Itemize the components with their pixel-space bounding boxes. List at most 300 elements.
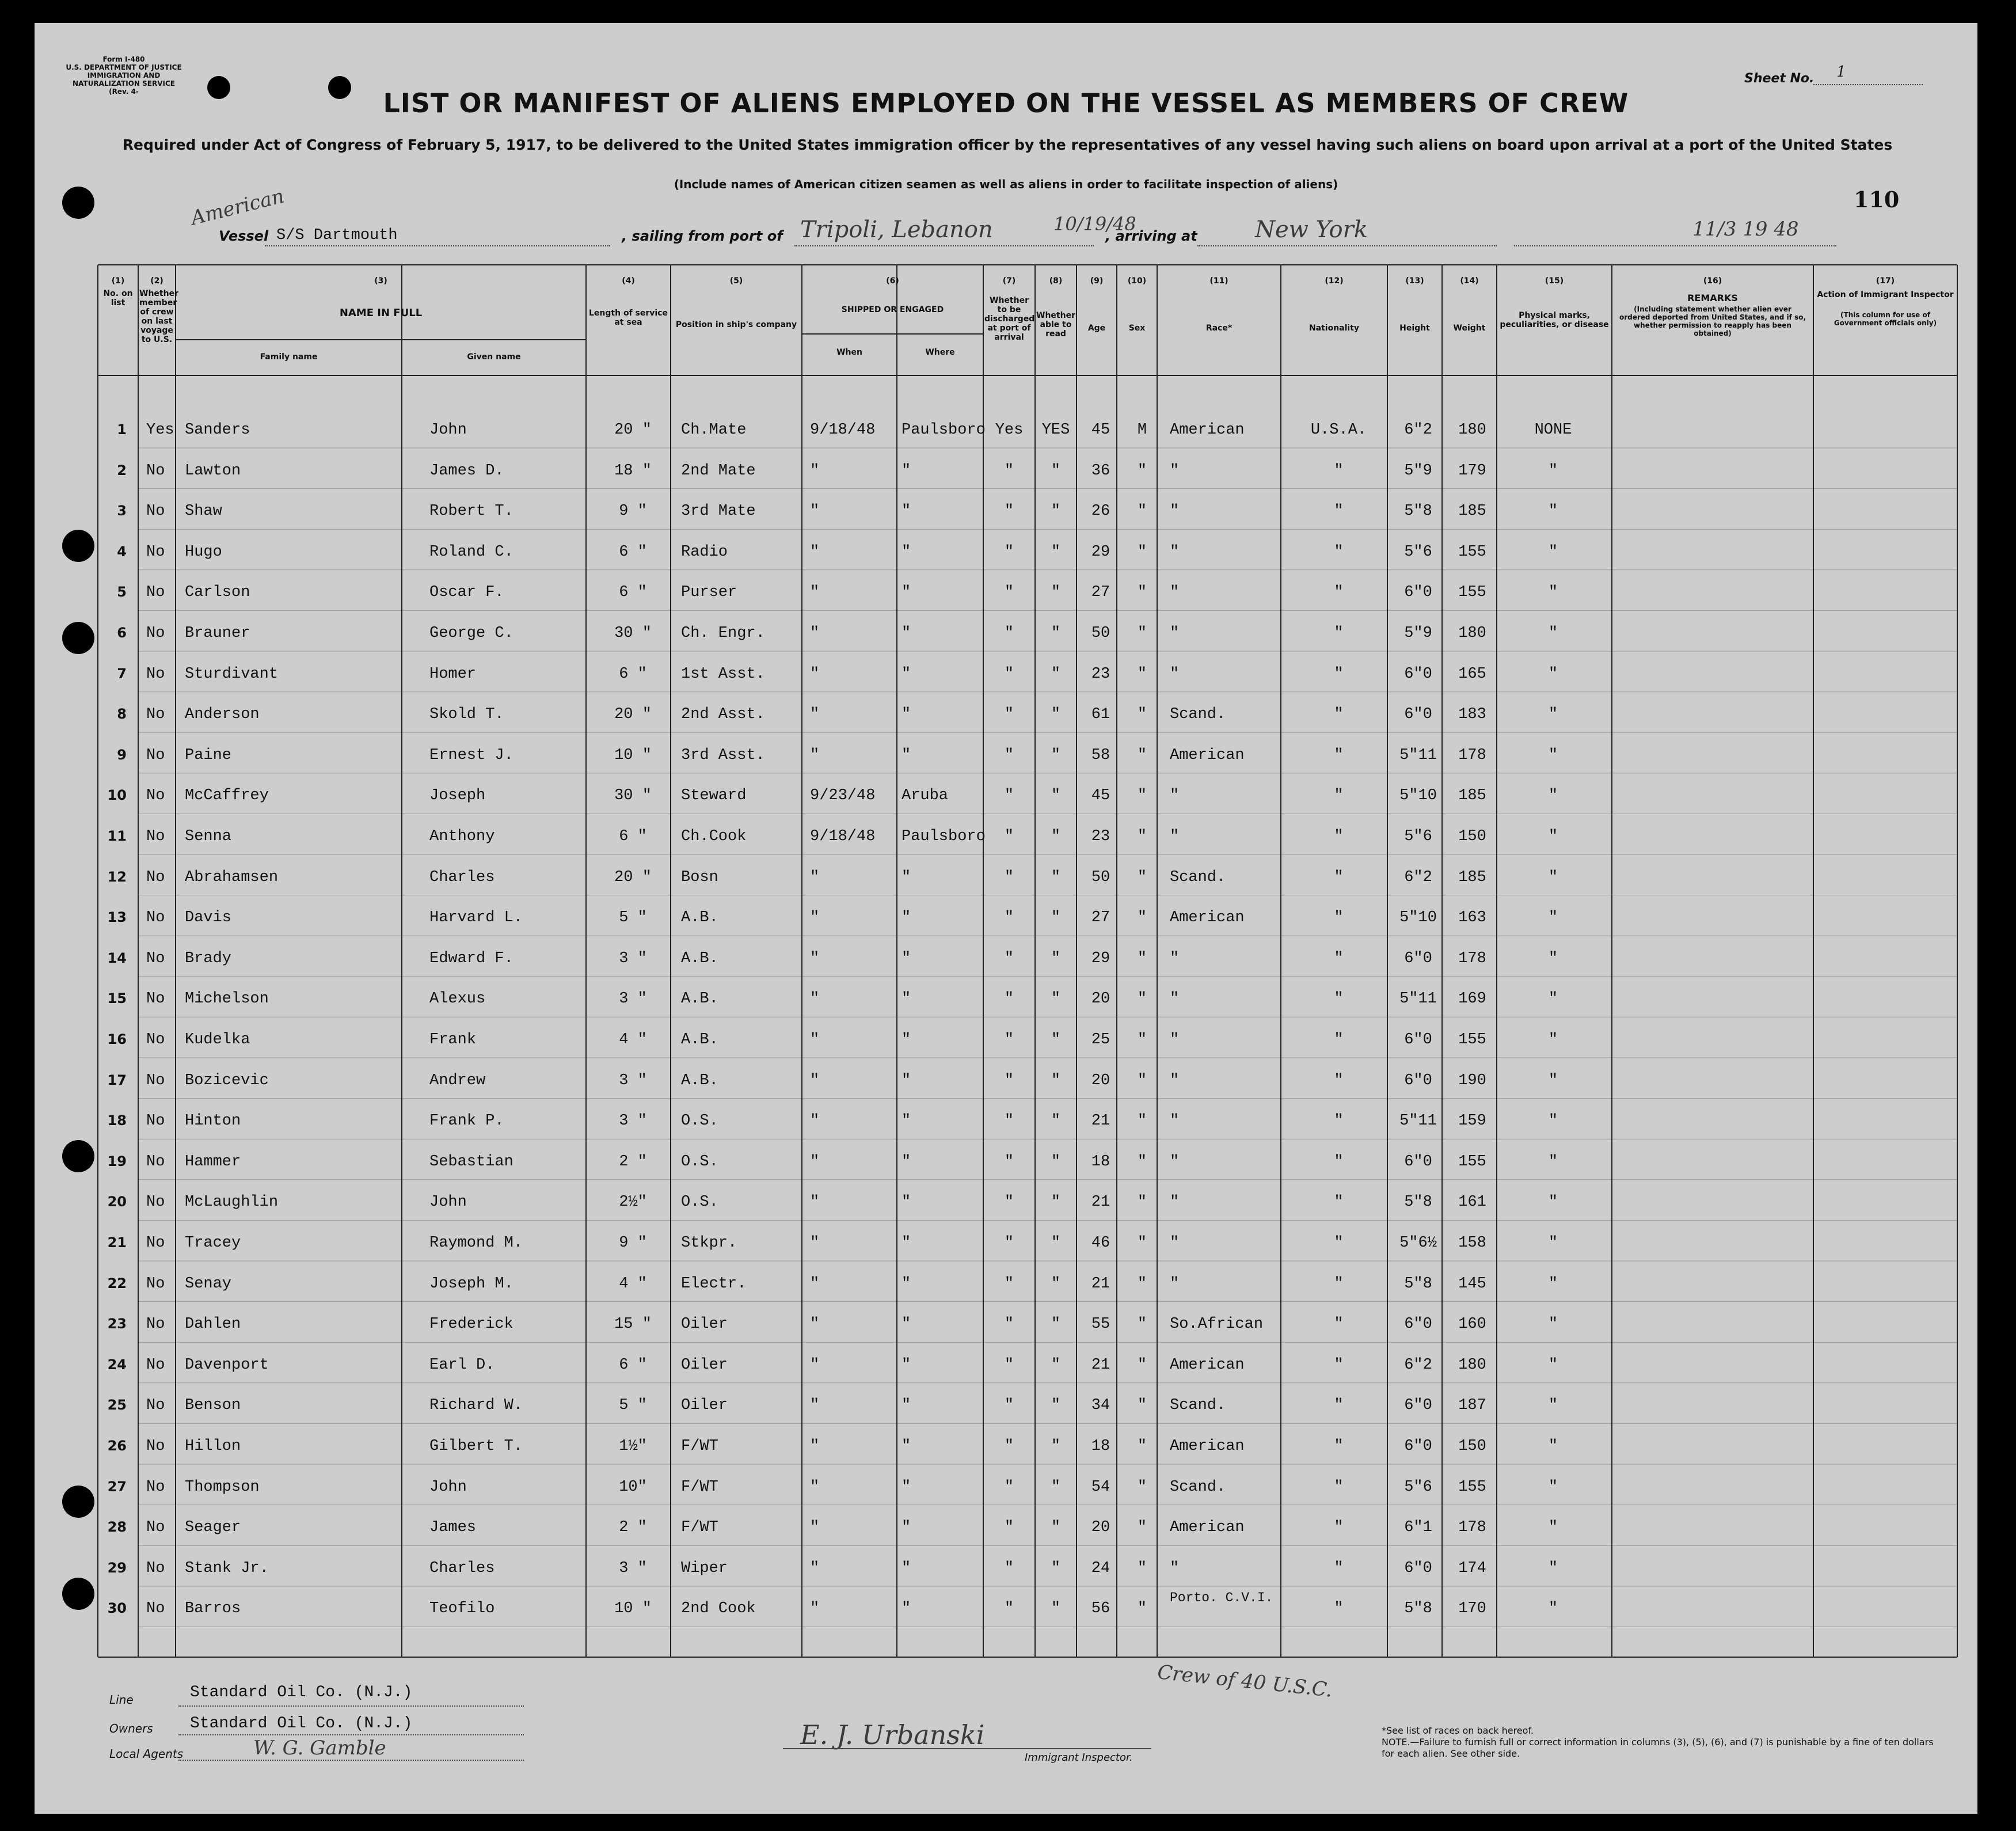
- cell-position: O.S.: [681, 1153, 718, 1171]
- cell-weight: 185: [1458, 787, 1486, 805]
- cell-age: 56: [1091, 1600, 1110, 1618]
- cell-able-to-read: ": [1051, 1112, 1061, 1130]
- cell-able-to-read: ": [1051, 1194, 1061, 1211]
- cell-physical-marks: ": [1548, 584, 1558, 602]
- requirement-text: Required under Act of Congress of February 5, 1917, to be delivered to the United States immigration officer by the representatives of any vessel having such aliens on board upon arrival at a port of the United States: [122, 136, 1893, 153]
- include-note: (Include names of American citizen seamen as well as aliens in order to facilitate inspection of aliens): [674, 177, 1338, 191]
- cell-given-name: Oscar F.: [429, 584, 504, 602]
- cell-race: ": [1170, 828, 1180, 845]
- arrival-port: New York: [1255, 216, 1368, 243]
- cell-service-length: 6 ": [619, 543, 647, 561]
- sailing-date: 10/19/48: [1053, 213, 1136, 235]
- cell-able-to-read: ": [1051, 1600, 1061, 1618]
- cell-weight: 178: [1458, 1519, 1486, 1537]
- cell-age: 23: [1091, 828, 1110, 845]
- cell-race: ": [1170, 1112, 1180, 1130]
- cell-shipped-where: ": [902, 584, 911, 602]
- cell-service-length: 15 ": [614, 1316, 652, 1334]
- col-header-weight: Weight: [1453, 324, 1486, 333]
- cell-shipped-where: ": [902, 1153, 911, 1171]
- cell-position: Oiler: [681, 1356, 728, 1374]
- cell-nationality: ": [1334, 1112, 1344, 1130]
- cell-service-length: 4 ": [619, 1275, 647, 1293]
- cell-age: 20: [1091, 990, 1110, 1008]
- arrival-date: 11/3 19 48: [1692, 218, 1799, 241]
- cell-weight: 170: [1458, 1600, 1486, 1618]
- cell-sex: ": [1137, 665, 1147, 683]
- cell-shipped-when: ": [810, 706, 820, 724]
- cell-height: 5"8: [1404, 1600, 1432, 1618]
- cell-weight: 185: [1458, 503, 1486, 521]
- cell-given-name: Skold T.: [429, 706, 504, 724]
- cell-shipped-when: ": [810, 1194, 820, 1211]
- cell-race: ": [1170, 1275, 1180, 1293]
- cell-family-name: Shaw: [185, 503, 222, 521]
- cell-shipped-when: ": [810, 1519, 820, 1537]
- cell-nationality: ": [1334, 1397, 1344, 1415]
- cell-service-length: 3 ": [619, 1072, 647, 1089]
- cell-discharged: ": [1004, 1275, 1014, 1293]
- cell-given-name: John: [429, 1478, 467, 1496]
- cell-height: 6"0: [1404, 1153, 1432, 1171]
- cell-height: 5"6½: [1399, 1234, 1437, 1252]
- cell-shipped-when: ": [810, 868, 820, 886]
- cell-able-to-read: ": [1051, 625, 1061, 642]
- cell-able-to-read: ": [1051, 828, 1061, 845]
- cell-family-name: Brauner: [185, 625, 250, 642]
- cell-able-to-read: ": [1051, 1559, 1061, 1577]
- cell-age: 18: [1091, 1438, 1110, 1455]
- cell-discharged: ": [1004, 665, 1014, 683]
- cell-sex: ": [1137, 1072, 1147, 1089]
- cell-age: 45: [1091, 787, 1110, 805]
- line-label: Line: [109, 1693, 134, 1707]
- cell-last-voyage: No: [146, 1072, 165, 1089]
- cell-race: American: [1170, 421, 1245, 439]
- cell-age: 54: [1091, 1478, 1110, 1496]
- sheet-number-label: Sheet No.: [1744, 71, 1815, 86]
- cell-family-name: Sturdivant: [185, 665, 279, 683]
- cell-last-voyage: No: [146, 787, 165, 805]
- cell-service-length: 20 ": [614, 868, 652, 886]
- cell-height: 6"0: [1404, 665, 1432, 683]
- col-number: (12): [1325, 276, 1344, 286]
- cell-row-number: 7: [117, 665, 127, 682]
- cell-given-name: John: [429, 421, 467, 439]
- cell-given-name: Gilbert T.: [429, 1438, 523, 1455]
- cell-shipped-when: ": [810, 1112, 820, 1130]
- cell-nationality: ": [1334, 1153, 1344, 1171]
- cell-service-length: 2 ": [619, 1153, 647, 1171]
- cell-weight: 185: [1458, 868, 1486, 886]
- cell-row-number: 1: [117, 421, 127, 438]
- cell-height: 6"0: [1404, 949, 1432, 967]
- cell-family-name: Hugo: [185, 543, 222, 561]
- col-header-able-to-read: Whether able to read: [1036, 311, 1075, 339]
- cell-shipped-when: 9/23/48: [810, 787, 876, 805]
- cell-physical-marks: ": [1548, 625, 1558, 642]
- cell-shipped-where: ": [902, 949, 911, 967]
- cell-height: 6"0: [1404, 1397, 1432, 1415]
- cell-shipped-where: ": [902, 746, 911, 764]
- cell-service-length: 18 ": [614, 462, 652, 480]
- cell-row-number: 9: [117, 746, 127, 763]
- cell-race: ": [1170, 543, 1180, 561]
- cell-able-to-read: ": [1051, 1234, 1061, 1252]
- cell-discharged: ": [1004, 1397, 1014, 1415]
- cell-given-name: Alexus: [429, 990, 486, 1008]
- cell-family-name: Michelson: [185, 990, 269, 1008]
- cell-shipped-where: ": [902, 503, 911, 521]
- cell-sex: ": [1137, 1478, 1147, 1496]
- cell-shipped-where: ": [902, 868, 911, 886]
- cell-weight: 174: [1458, 1559, 1486, 1577]
- cell-physical-marks: ": [1548, 828, 1558, 845]
- cell-family-name: Bozicevic: [185, 1072, 269, 1089]
- cell-given-name: Ernest J.: [429, 746, 513, 764]
- cell-position: 3rd Mate: [681, 503, 756, 521]
- cell-race: ": [1170, 462, 1180, 480]
- cell-shipped-where: ": [902, 1438, 911, 1455]
- cell-family-name: Dahlen: [185, 1316, 241, 1334]
- cell-height: 6"0: [1404, 706, 1432, 724]
- cell-age: 50: [1091, 625, 1110, 642]
- col-header-remarks-note: (Including statement whether alien ever ordered deported from United States, and if so, whether permission to reapply has been obtained): [1619, 305, 1806, 337]
- cell-physical-marks: ": [1548, 1031, 1558, 1049]
- cell-discharged: ": [1004, 1194, 1014, 1211]
- cell-service-length: 6 ": [619, 665, 647, 683]
- cell-age: 29: [1091, 543, 1110, 561]
- cell-position: Oiler: [681, 1397, 728, 1415]
- cell-family-name: Thompson: [185, 1478, 260, 1496]
- cell-discharged: ": [1004, 746, 1014, 764]
- cell-family-name: Seager: [185, 1519, 241, 1537]
- cell-shipped-when: ": [810, 665, 820, 683]
- cell-last-voyage: No: [146, 1478, 165, 1496]
- cell-position: F/WT: [681, 1478, 718, 1496]
- cell-able-to-read: ": [1051, 787, 1061, 805]
- cell-nationality: ": [1334, 1234, 1344, 1252]
- cell-race: ": [1170, 1559, 1180, 1577]
- col-header-shipped-engaged: SHIPPED OR ENGAGED: [841, 305, 944, 314]
- cell-shipped-when: ": [810, 462, 820, 480]
- cell-race: ": [1170, 665, 1180, 683]
- cell-nationality: ": [1334, 949, 1344, 967]
- col-header-nationality: Nationality: [1309, 324, 1360, 333]
- col-header-immigrant-inspector: Action of Immigrant Inspector: [1817, 290, 1954, 299]
- nationality-annotation: American: [188, 184, 287, 230]
- cell-row-number: 15: [107, 990, 127, 1007]
- cell-given-name: Edward F.: [429, 949, 513, 967]
- cell-discharged: ": [1004, 1356, 1014, 1374]
- cell-discharged: ": [1004, 1519, 1014, 1537]
- cell-race: ": [1170, 787, 1180, 805]
- cell-weight: 150: [1458, 828, 1486, 845]
- cell-shipped-when: ": [810, 1031, 820, 1049]
- cell-row-number: 24: [107, 1356, 127, 1373]
- cell-able-to-read: ": [1051, 1031, 1061, 1049]
- cell-sex: ": [1137, 949, 1147, 967]
- cell-nationality: ": [1334, 625, 1344, 642]
- cell-sex: ": [1137, 868, 1147, 886]
- cell-row-number: 13: [107, 909, 127, 926]
- cell-able-to-read: ": [1051, 503, 1061, 521]
- cell-last-voyage: No: [146, 828, 165, 845]
- cell-given-name: Sebastian: [429, 1153, 513, 1171]
- cell-discharged: ": [1004, 1072, 1014, 1089]
- cell-last-voyage: Yes: [146, 421, 174, 439]
- cell-nationality: ": [1334, 1031, 1344, 1049]
- cell-able-to-read: ": [1051, 543, 1061, 561]
- cell-nationality: ": [1334, 1438, 1344, 1455]
- cell-nationality: ": [1334, 1316, 1344, 1334]
- cell-height: 6"0: [1404, 584, 1432, 602]
- col-number: (9): [1090, 276, 1104, 286]
- cell-service-length: 30 ": [614, 787, 652, 805]
- cell-nationality: ": [1334, 909, 1344, 927]
- cell-service-length: 6 ": [619, 1356, 647, 1374]
- cell-discharged: ": [1004, 584, 1014, 602]
- cell-last-voyage: No: [146, 1031, 165, 1049]
- cell-weight: 150: [1458, 1438, 1486, 1455]
- cell-discharged: ": [1004, 1478, 1014, 1496]
- col-number: (13): [1405, 276, 1424, 286]
- cell-physical-marks: ": [1548, 1478, 1558, 1496]
- cell-last-voyage: No: [146, 909, 165, 927]
- cell-position: Radio: [681, 543, 728, 561]
- cell-able-to-read: ": [1051, 746, 1061, 764]
- cell-shipped-where: ": [902, 1194, 911, 1211]
- cell-row-number: 28: [107, 1519, 127, 1536]
- cell-physical-marks: ": [1548, 909, 1558, 927]
- cell-shipped-when: ": [810, 1397, 820, 1415]
- cell-shipped-where: ": [902, 706, 911, 724]
- cell-weight: 155: [1458, 1031, 1486, 1049]
- crew-count-annotation: Crew of 40 U.S.C.: [1156, 1661, 1334, 1702]
- cell-sex: ": [1137, 1234, 1147, 1252]
- cell-shipped-where: ": [902, 1559, 911, 1577]
- cell-shipped-where: ": [902, 1031, 911, 1049]
- cell-height: 5"11: [1399, 990, 1437, 1008]
- cell-height: 6"0: [1404, 1438, 1432, 1455]
- cell-family-name: Hillon: [185, 1438, 241, 1455]
- cell-row-number: 6: [117, 625, 127, 641]
- cell-row-number: 17: [107, 1072, 127, 1088]
- cell-given-name: Richard W.: [429, 1397, 523, 1415]
- cell-row-number: 30: [107, 1600, 127, 1617]
- cell-sex: ": [1137, 1153, 1147, 1171]
- cell-position: 2nd Cook: [681, 1600, 756, 1618]
- cell-able-to-read: ": [1051, 1478, 1061, 1496]
- cell-row-number: 23: [107, 1316, 127, 1332]
- local-agents-value: W. G. Gamble: [253, 1737, 386, 1760]
- cell-height: 5"10: [1399, 787, 1437, 805]
- col-header-when: When: [836, 348, 862, 357]
- cell-able-to-read: ": [1051, 1275, 1061, 1293]
- cell-weight: 145: [1458, 1275, 1486, 1293]
- cell-shipped-when: ": [810, 949, 820, 967]
- cell-shipped-when: ": [810, 1559, 820, 1577]
- cell-age: 45: [1091, 421, 1110, 439]
- cell-nationality: ": [1334, 1356, 1344, 1374]
- cell-nationality: ": [1334, 990, 1344, 1008]
- cell-service-length: 9 ": [619, 503, 647, 521]
- cell-given-name: Andrew: [429, 1072, 486, 1089]
- cell-discharged: ": [1004, 828, 1014, 845]
- cell-row-number: 2: [117, 462, 127, 478]
- cell-physical-marks: ": [1548, 949, 1558, 967]
- cell-row-number: 8: [117, 706, 127, 723]
- footer-note: *See list of races on back hereof. NOTE.—Failure to furnish full or correct information in columns (3), (5), (6), and (7) is punishable by a fine of ten dollars for each alien. See other side.: [1382, 1725, 1934, 1759]
- cell-family-name: Senna: [185, 828, 232, 845]
- cell-physical-marks: ": [1548, 665, 1558, 683]
- manifest-sheet: [35, 23, 1977, 1814]
- cell-physical-marks: ": [1548, 1559, 1558, 1577]
- cell-shipped-where: ": [902, 1275, 911, 1293]
- cell-nationality: ": [1334, 1478, 1344, 1496]
- cell-physical-marks: ": [1548, 1519, 1558, 1537]
- cell-height: 5"9: [1404, 462, 1432, 480]
- cell-physical-marks: NONE: [1534, 421, 1572, 439]
- inspector-label: Immigrant Inspector.: [1025, 1752, 1133, 1764]
- cell-race: American: [1170, 1356, 1245, 1374]
- col-number: (3): [374, 276, 387, 286]
- col-number: (4): [622, 276, 635, 286]
- cell-age: 24: [1091, 1559, 1110, 1577]
- cell-shipped-when: ": [810, 1316, 820, 1334]
- cell-age: 50: [1091, 868, 1110, 886]
- cell-row-number: 5: [117, 584, 127, 601]
- col-header-age: Age: [1087, 324, 1106, 333]
- cell-able-to-read: ": [1051, 1072, 1061, 1089]
- cell-service-length: 6 ": [619, 828, 647, 845]
- cell-sex: ": [1137, 990, 1147, 1008]
- col-header-given-name: Given name: [467, 352, 521, 362]
- col-number: (11): [1209, 276, 1228, 286]
- cell-able-to-read: ": [1051, 1397, 1061, 1415]
- cell-given-name: John: [429, 1194, 467, 1211]
- cell-height: 6"0: [1404, 1031, 1432, 1049]
- cell-able-to-read: ": [1051, 990, 1061, 1008]
- cell-discharged: Yes: [995, 421, 1024, 439]
- cell-race: ": [1170, 1153, 1180, 1171]
- cell-age: 25: [1091, 1031, 1110, 1049]
- cell-physical-marks: ": [1548, 706, 1558, 724]
- cell-age: 27: [1091, 584, 1110, 602]
- cell-physical-marks: ": [1548, 1112, 1558, 1130]
- cell-shipped-where: Paulsboro: [902, 828, 986, 845]
- cell-weight: 190: [1458, 1072, 1486, 1089]
- stamp-number: 110: [1854, 187, 1900, 212]
- cell-discharged: ": [1004, 1153, 1014, 1171]
- cell-discharged: ": [1004, 706, 1014, 724]
- col-header-remarks: REMARKS: [1687, 292, 1738, 303]
- cell-weight: 180: [1458, 1356, 1486, 1374]
- cell-family-name: Kudelka: [185, 1031, 250, 1049]
- cell-service-length: 3 ": [619, 949, 647, 967]
- cell-sex: ": [1137, 1275, 1147, 1293]
- cell-given-name: Earl D.: [429, 1356, 495, 1374]
- sailing-port: Tripoli, Lebanon: [800, 216, 993, 243]
- cell-given-name: Joseph: [429, 787, 486, 805]
- cell-service-length: 10 ": [614, 746, 652, 764]
- cell-race: Porto. C.V.I.: [1170, 1590, 1273, 1606]
- cell-sex: ": [1137, 1031, 1147, 1049]
- col-number: (5): [729, 276, 743, 286]
- cell-shipped-when: ": [810, 543, 820, 561]
- cell-row-number: 14: [107, 949, 127, 966]
- cell-sex: ": [1137, 828, 1147, 845]
- cell-nationality: ": [1334, 665, 1344, 683]
- cell-sex: ": [1137, 503, 1147, 521]
- cell-nationality: ": [1334, 828, 1344, 845]
- cell-height: 6"2: [1404, 421, 1432, 439]
- sheet-number-value: 1: [1836, 63, 1846, 81]
- cell-physical-marks: ": [1548, 1438, 1558, 1455]
- cell-weight: 160: [1458, 1316, 1486, 1334]
- cell-given-name: Teofilo: [429, 1600, 495, 1618]
- cell-race: Scand.: [1170, 1478, 1226, 1496]
- cell-age: 21: [1091, 1356, 1110, 1374]
- cell-last-voyage: No: [146, 990, 165, 1008]
- cell-position: Wiper: [681, 1559, 728, 1577]
- cell-position: A.B.: [681, 1031, 718, 1049]
- cell-age: 34: [1091, 1397, 1110, 1415]
- cell-discharged: ": [1004, 1031, 1014, 1049]
- cell-position: F/WT: [681, 1519, 718, 1537]
- cell-nationality: ": [1334, 1194, 1344, 1211]
- cell-family-name: Davis: [185, 909, 232, 927]
- cell-service-length: 2½": [619, 1194, 647, 1211]
- cell-discharged: ": [1004, 990, 1014, 1008]
- cell-race: ": [1170, 1031, 1180, 1049]
- cell-age: 26: [1091, 503, 1110, 521]
- col-header-name-in-full: NAME IN FULL: [339, 307, 423, 319]
- cell-weight: 169: [1458, 990, 1486, 1008]
- cell-race: American: [1170, 1519, 1245, 1537]
- cell-position: A.B.: [681, 909, 718, 927]
- cell-height: 5"6: [1404, 828, 1432, 845]
- cell-discharged: ": [1004, 1234, 1014, 1252]
- cell-sex: ": [1137, 1194, 1147, 1211]
- cell-given-name: George C.: [429, 625, 513, 642]
- cell-last-voyage: No: [146, 1234, 165, 1252]
- cell-height: 6"0: [1404, 1072, 1432, 1089]
- arriving-at-label: , arriving at: [1105, 228, 1197, 244]
- cell-shipped-where: Aruba: [902, 787, 949, 805]
- vessel-label: Vessel: [219, 228, 269, 244]
- cell-weight: 155: [1458, 584, 1486, 602]
- col-number: (17): [1876, 276, 1895, 286]
- cell-age: 27: [1091, 909, 1110, 927]
- cell-family-name: Sanders: [185, 421, 250, 439]
- cell-given-name: Frank P.: [429, 1112, 504, 1130]
- cell-position: F/WT: [681, 1438, 718, 1455]
- cell-position: 2nd Asst.: [681, 706, 765, 724]
- cell-shipped-where: ": [902, 1478, 911, 1496]
- cell-row-number: 16: [107, 1031, 127, 1047]
- cell-discharged: ": [1004, 787, 1014, 805]
- cell-weight: 179: [1458, 462, 1486, 480]
- cell-weight: 183: [1458, 706, 1486, 724]
- cell-given-name: Charles: [429, 1559, 495, 1577]
- cell-family-name: Benson: [185, 1397, 241, 1415]
- cell-last-voyage: No: [146, 1153, 165, 1171]
- cell-sex: ": [1137, 625, 1147, 642]
- cell-weight: 165: [1458, 665, 1486, 683]
- cell-given-name: Homer: [429, 665, 477, 683]
- cell-given-name: Charles: [429, 868, 495, 886]
